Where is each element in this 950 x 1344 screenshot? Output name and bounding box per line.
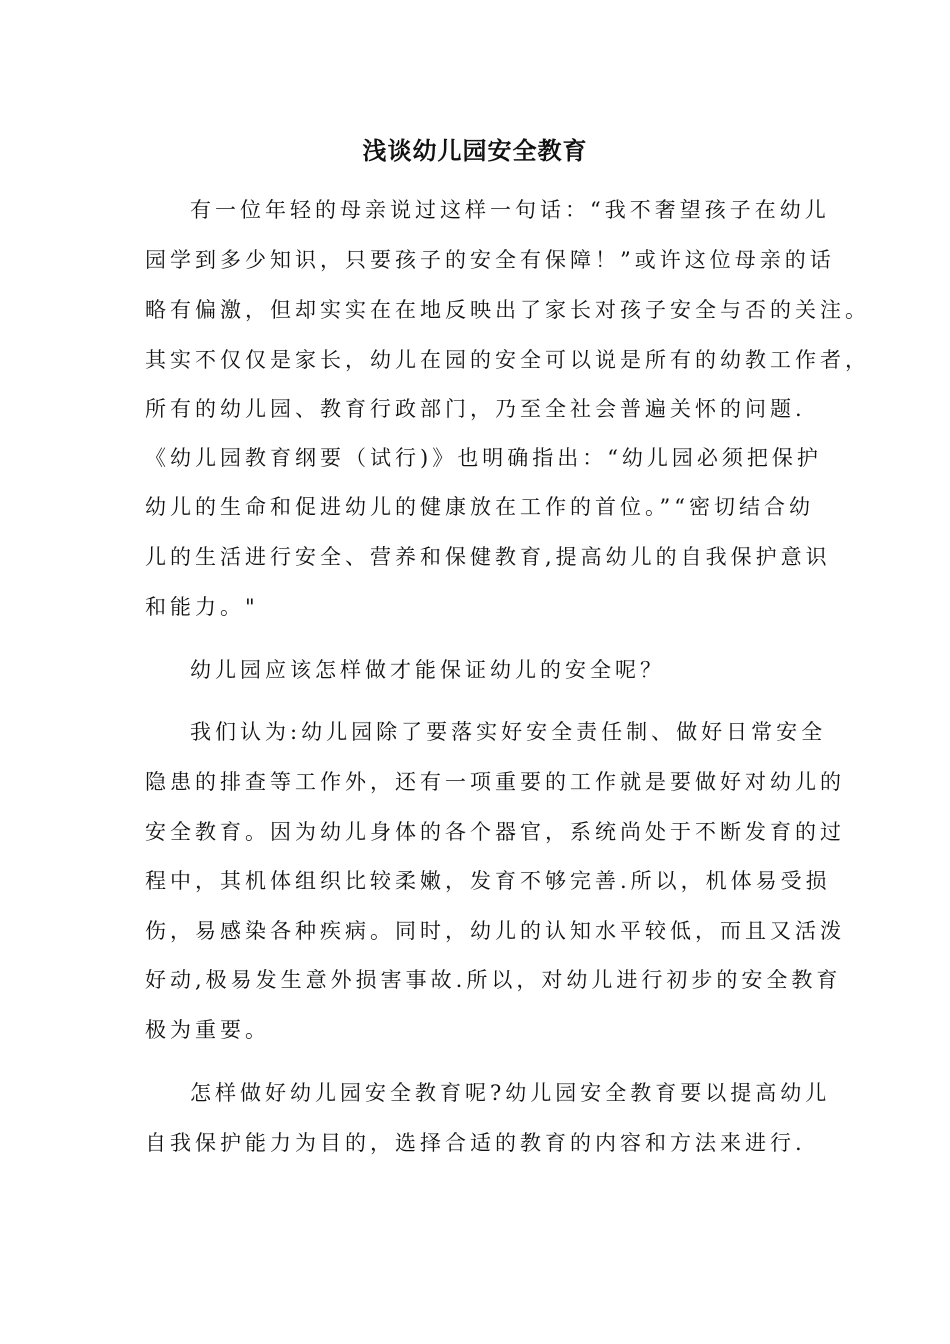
paragraph-line: 和能力。" bbox=[145, 595, 259, 619]
paragraph-line: 自我保护能力为目的，选择合适的教育的内容和方法来进行. bbox=[145, 1131, 806, 1155]
paragraph-line: 程中，其机体组织比较柔嫩，发育不够完善.所以，机体易受损 bbox=[145, 869, 831, 893]
paragraph-line: 极为重要。 bbox=[145, 1018, 270, 1042]
paragraph-line: 安全教育。因为幼儿身体的各个器官，系统尚处于不断发育的过 bbox=[145, 820, 845, 844]
paragraph-line: 《幼儿园教育纲要（试行)》也明确指出：“幼儿园必须把保护 bbox=[145, 446, 822, 470]
paragraph-line: 伤，易感染各种疾病。同时，幼儿的认知水平较低，而且又活泼 bbox=[145, 919, 845, 943]
paragraph-line: 其实不仅仅是家长，幼儿在园的安全可以说是所有的幼教工作者， bbox=[145, 348, 870, 372]
paragraph-line: 我们认为:幼儿园除了要落实好安全责任制、做好日常安全 bbox=[190, 720, 827, 744]
paragraph-line: 幼儿的生命和促进幼儿的健康放在工作的首位。”“密切结合幼 bbox=[145, 495, 814, 519]
paragraph-line: 所有的幼儿园、教育行政部门，乃至全社会普遍关怀的问题. bbox=[145, 397, 806, 421]
paragraph-line: 怎样做好幼儿园安全教育呢?幼儿园安全教育要以提高幼儿 bbox=[190, 1081, 831, 1105]
paragraph-line: 幼儿园应该怎样做才能保证幼儿的安全呢？ bbox=[190, 658, 665, 682]
paragraph-line: 有一位年轻的母亲说过这样一句话：“我不奢望孩子在幼儿 bbox=[190, 198, 830, 222]
paragraph-line: 园学到多少知识，只要孩子的安全有保障！”或许这位母亲的话 bbox=[145, 248, 835, 272]
paragraph-line: 隐患的排查等工作外，还有一项重要的工作就是要做好对幼儿的 bbox=[145, 770, 845, 794]
paragraph-line: 略有偏激，但却实实在在地反映出了家长对孩子安全与否的关注。 bbox=[145, 298, 870, 322]
paragraph-line: 儿的生活进行安全、营养和保健教育,提高幼儿的自我保护意识 bbox=[145, 545, 831, 569]
paragraph-line: 好动,极易发生意外损害事故.所以，对幼儿进行初步的安全教育 bbox=[145, 968, 842, 992]
document-title: 浅谈幼儿园安全教育 bbox=[362, 136, 588, 165]
